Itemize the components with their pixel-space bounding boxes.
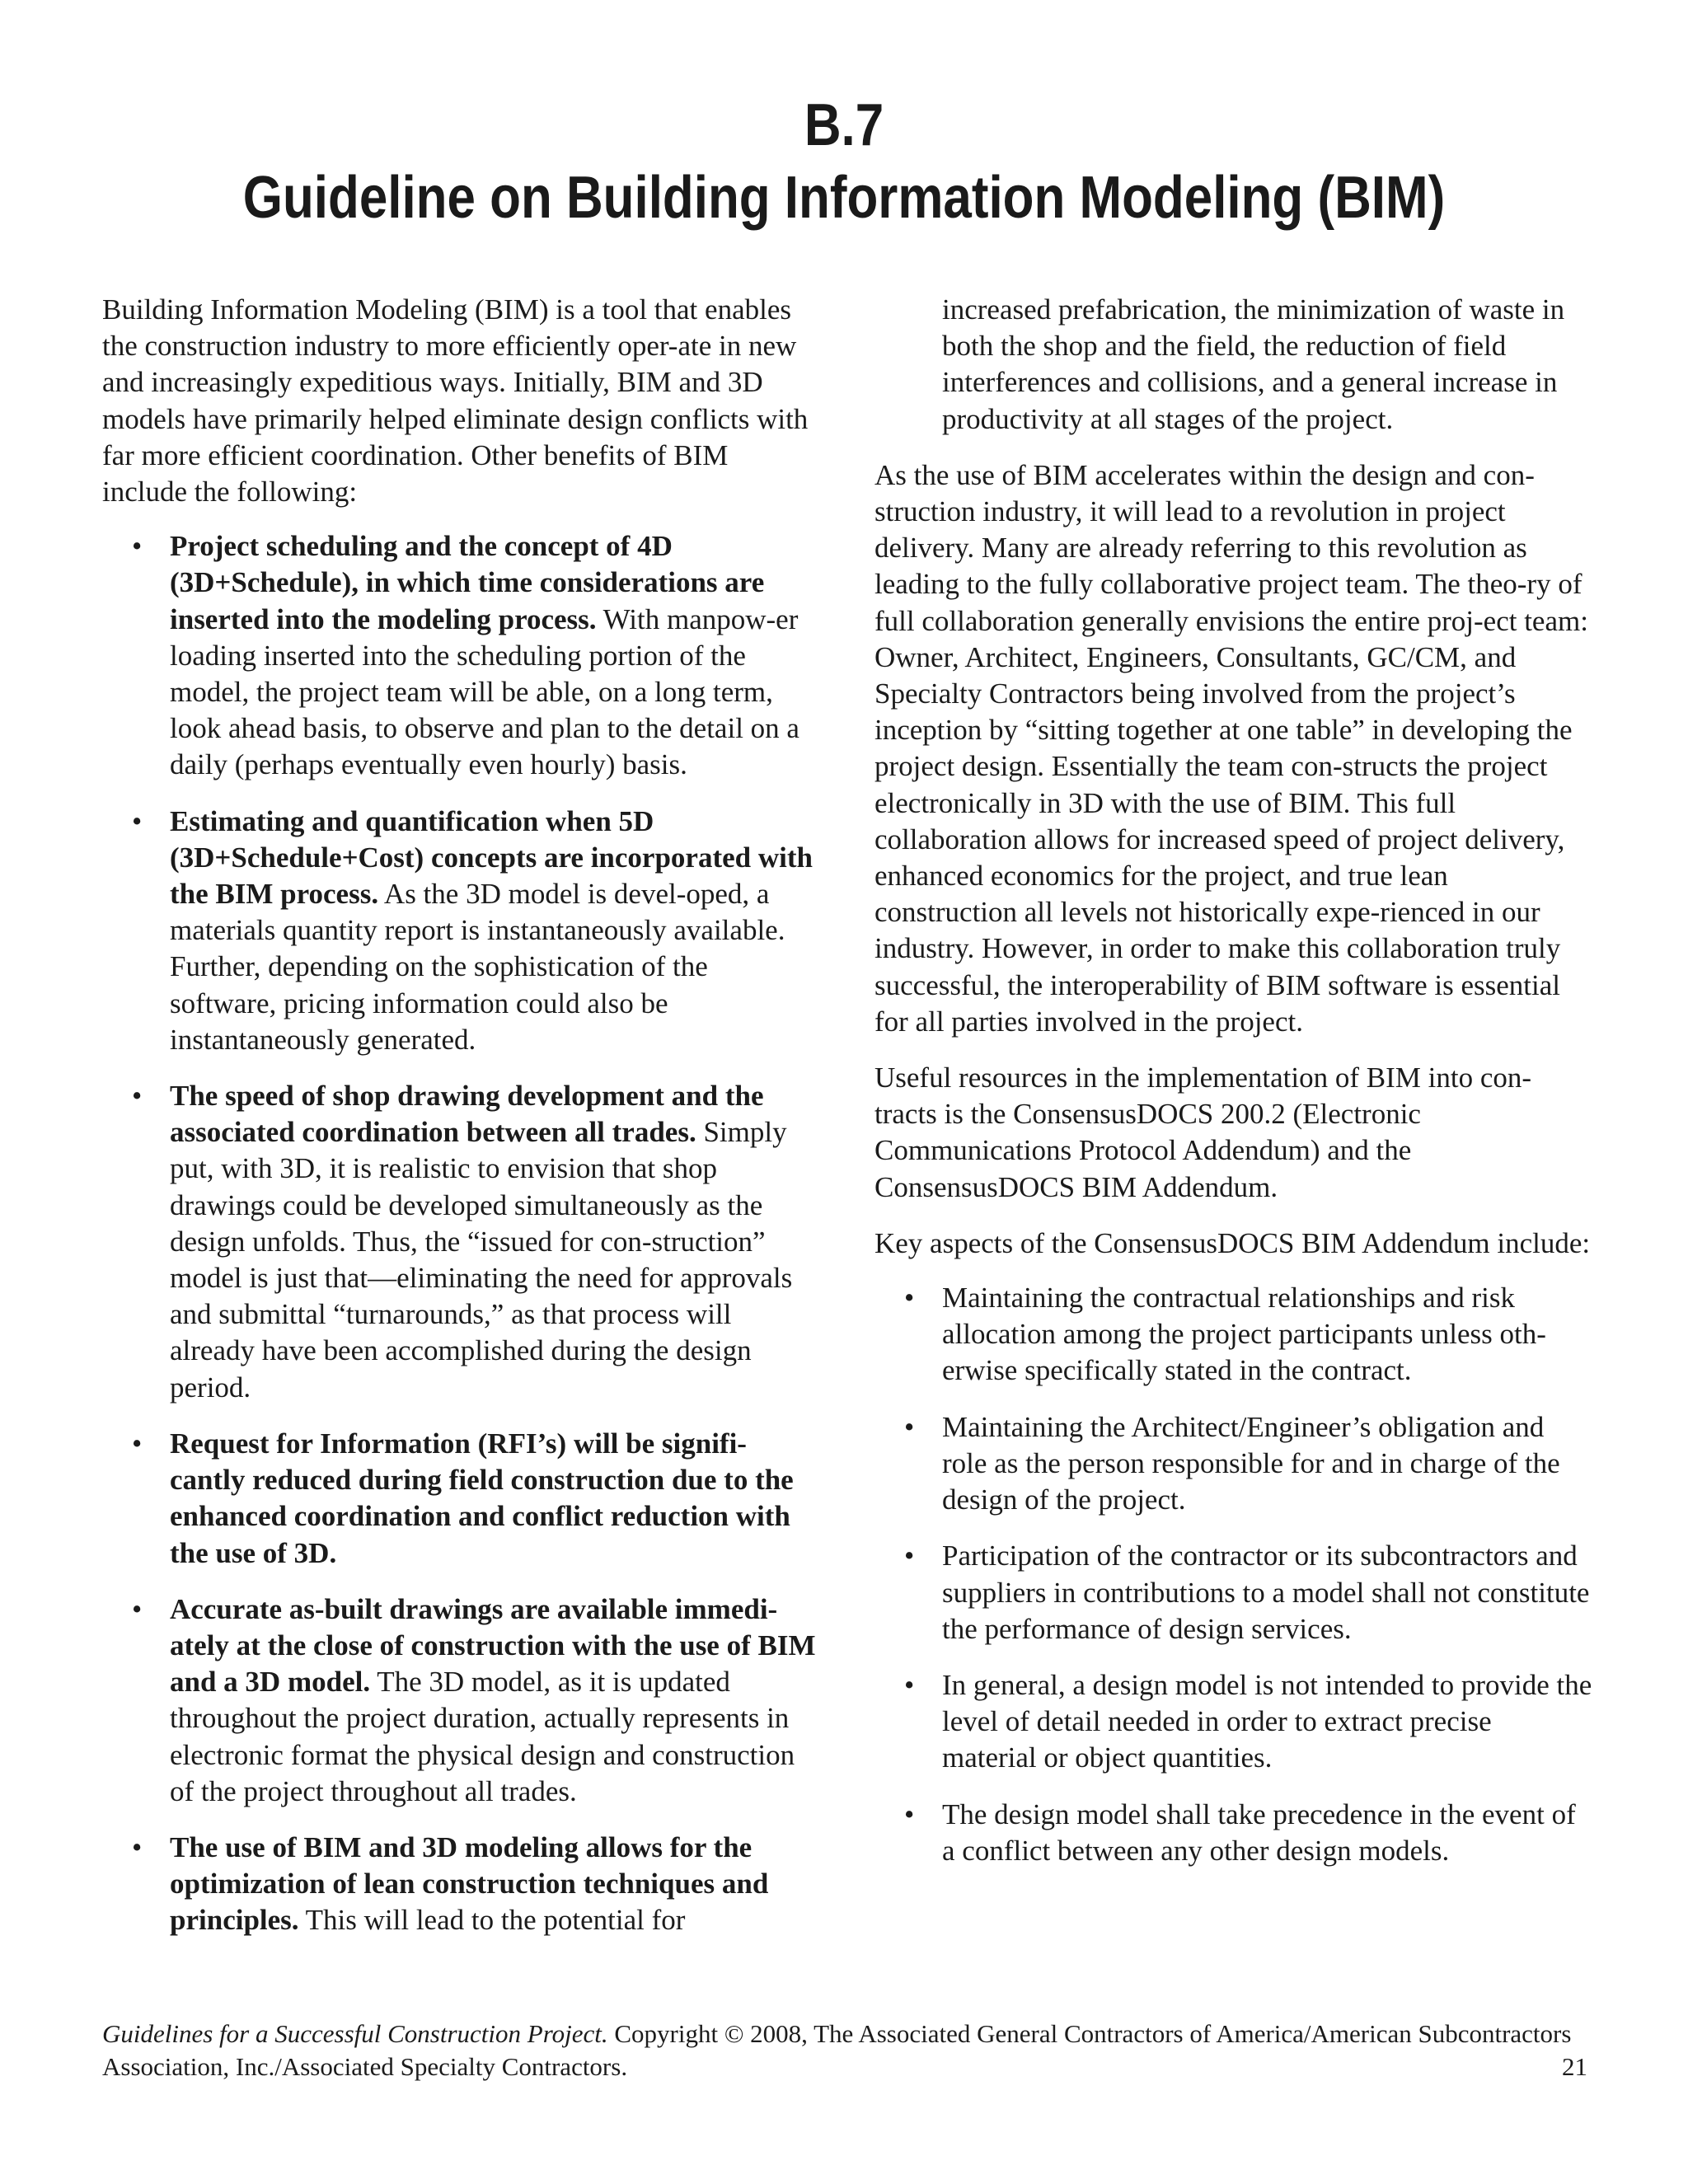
collaboration-paragraph: As the use of BIM accelerates within the design and con-struction industry, it will lead to a revolution in project delivery. Many are already referring to this revolution as leading to the fully collaborative project team. The theo-ry of full collaboration generally envisions the entire proj-ect team: Owner, Architect, Engineers, Consultants, GC/CM, and Specialty Contractors being involved from the project’s inception by “sitting together at one table” in developing the project design. Essentially the team con-structs the project electronically in 3D with the use of BIM. This full collaboration allows for increased speed of project delivery, enhanced economics for the project, and true lean construction all levels not historically expe-rienced in our industry. However, in order to make this collaboration truly successful, the interoperability of BIM software is essential for all parties involved in the project. — [874, 458, 1588, 1038]
benefits-list — [102, 528, 819, 1938]
list-item — [102, 1426, 819, 1572]
bullet-icon: • — [132, 1830, 143, 1863]
bullet-lead: The speed of shop drawing development and the associated coordination between all trades. — [170, 1080, 764, 1149]
bullet-text: With manpow-er loading inserted into the scheduling portion of the model, the project team will be able, on a long term, look ahead basis, to observe and plan to the detail on a daily (perhaps eventually even hourly) basis. — [170, 602, 799, 781]
bullet-text: The design model shall take precedence in the event of a conflict between any other design models. — [942, 1797, 1576, 1867]
left-column — [102, 292, 819, 1959]
bullet-icon: • — [904, 1797, 915, 1830]
resources-paragraph: Useful resources in the implementation of BIM into con-tracts is the ConsensusDOCS 200.2 (Electronic Communications Protocol Addendum) and the ConsensusDOCS BIM Addendum. — [874, 1062, 1532, 1203]
bullet-text: As the 3D model is devel-oped, a materials quantity report is instantaneously available. Further, depending on the sophistication of the software, pricing information could also be instantaneously generated. — [170, 878, 785, 1056]
bullet-text: In general, a design model is not intended to provide the level of detail needed in order to extract precise material or object quantities. — [942, 1668, 1592, 1774]
bullet-icon: • — [132, 1427, 143, 1460]
list-item — [874, 1538, 1593, 1647]
list-item — [874, 1409, 1593, 1519]
bullet-icon: • — [132, 1592, 143, 1625]
bullet-lead: Estimating and quantification when 5D (3D+Schedule+Cost) concepts are incorporated with the BIM process. — [170, 804, 813, 911]
bullet-text: Simply put, with 3D, it is realistic to envision that shop drawings could be developed simultaneously as the design unfolds. Thus, the “issued for con-struction” model is just that—eliminating the need for approvals and submittal “turnarounds,” as that process will already have been accomplished during the design period. — [170, 1116, 793, 1404]
bullet-icon: • — [904, 1540, 915, 1572]
list-item — [874, 1667, 1593, 1777]
list-item — [874, 1797, 1593, 1869]
page-heading — [118, 89, 1569, 234]
bullet-text: Maintaining the Architect/Engineer’s obligation and role as the person responsible for and in charge of the design of the project. — [942, 1410, 1560, 1516]
bullet-icon: • — [904, 1668, 915, 1701]
bullet-icon: • — [132, 530, 143, 563]
bullet-text: This will lead to the potential for — [298, 1904, 686, 1937]
list-item — [102, 1830, 819, 1939]
bullet-icon: • — [904, 1410, 915, 1443]
list-item — [102, 804, 819, 1058]
right-column — [874, 292, 1593, 1889]
bullet-text: Participation of the contractor or its subcontractors and suppliers in contributions to a model shall not constitute the performance of design services. — [942, 1540, 1590, 1645]
intro-paragraph: Building Information Modeling (BIM) is a tool that enables the construction industry to more efficiently oper-ate in new and increasingly expeditious ways. Initially, BIM and 3D models have primarily helped eliminate design conflicts with far more efficient coordination. Other benefits of BIM include the following: — [102, 293, 809, 509]
footer-copyright: Copyright © 2008, The Associated General Contractors of America/American Subcontractors Association, Inc./Associated Specialty Contractors. — [102, 2019, 1572, 2081]
page-title: Guideline on Building Information Modeling (BIM) — [242, 165, 1446, 231]
continued-bullet-text: increased prefabrication, the minimization of waste in both the shop and the field, the reduction of field interferences and collisions, and a general increase in productivity at all stages of the project. — [942, 293, 1565, 435]
bullet-lead: Accurate as-built drawings are available immedi-ately at the close of construction with the use of BIM and a 3D model. — [170, 1592, 816, 1699]
bullet-lead: The use of BIM and 3D modeling allows for the optimization of lean construction techniques and principles. — [170, 1830, 769, 1937]
footer-book-title: Guidelines for a Successful Construction Project. — [102, 2019, 608, 2048]
list-item — [102, 1078, 819, 1406]
bullet-lead: Project scheduling and the concept of 4D (3D+Schedule), in which time considerations are inserted into the modeling process. — [170, 530, 765, 635]
bullet-lead: Request for Information (RFI’s) will be signifi-cantly reduced during field construction due to the enhanced coordination and conflict reduction with the use of 3D. — [170, 1427, 794, 1569]
list-item — [102, 528, 819, 783]
bullet-icon: • — [132, 1080, 143, 1113]
page-number: 21 — [1562, 2052, 1587, 2081]
page-footer — [102, 2018, 1586, 2083]
bullet-text: Maintaining the contractual relationships and risk allocation among the project participants unless oth-erwise specifically stated in the contract. — [942, 1282, 1546, 1387]
addendum-aspects-list — [874, 1280, 1593, 1869]
bullet-text: The 3D model, as it is updated throughout the project duration, actually represents in electronic format the physical design and construction of the project throughout all trades. — [170, 1666, 795, 1807]
section-number: B.7 — [804, 92, 884, 158]
key-aspects-paragraph: Key aspects of the ConsensusDOCS BIM Addendum include: — [874, 1226, 1591, 1259]
bullet-icon: • — [904, 1282, 915, 1315]
list-item — [102, 1591, 819, 1810]
list-item — [874, 1280, 1593, 1390]
bullet-icon: • — [132, 804, 143, 837]
